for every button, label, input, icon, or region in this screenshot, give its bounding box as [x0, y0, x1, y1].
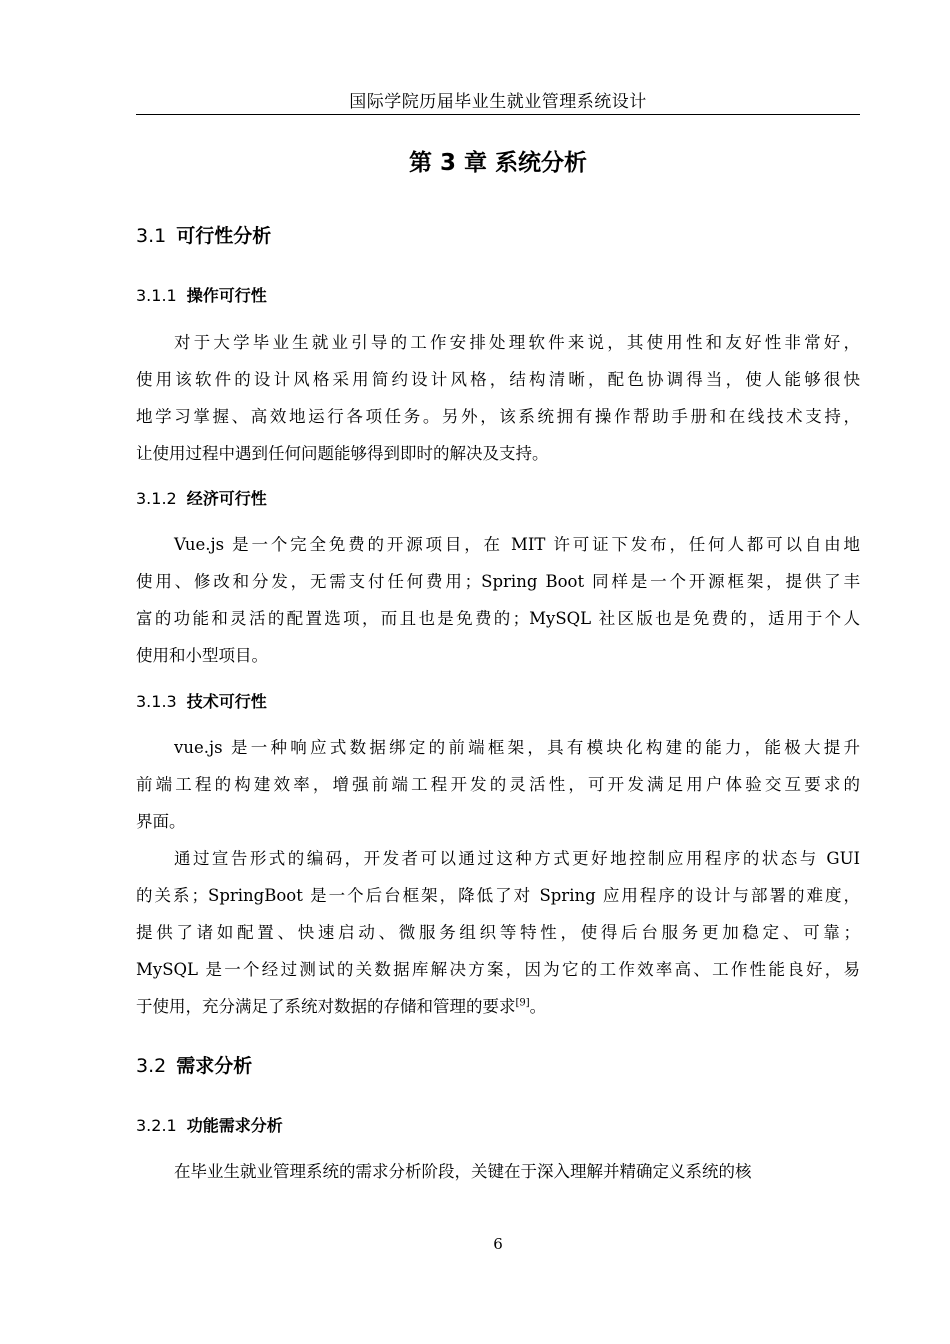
section-heading-3-2 [136, 1052, 252, 1080]
text-line: 地学习掌握、高效地运行各项任务。另外，该系统拥有操作帮助手册和在线技术支持， [136, 407, 860, 426]
text-line-body: 于使用，充分满足了系统对数据的存储和管理的要求 [136, 997, 516, 1016]
section-heading-3-1 [136, 222, 271, 250]
section-title: 可行性分析 [176, 225, 272, 247]
section-number: 3.1 [136, 225, 167, 247]
text-line: 的关系；SpringBoot 是一个后台框架，降低了对 Spring 应用程序的设计与部署的难度， [136, 886, 860, 905]
text-line: 通过宣告形式的编码，开发者可以通过这种方式更好地控制应用程序的状态与 GUI [174, 849, 860, 868]
text-line: 前端工程的构建效率，增强前端工程开发的灵活性，可开发满足用户体验交互要求的 [136, 775, 860, 794]
subsection-heading-3-2-1 [136, 1114, 283, 1138]
paragraph-economic-feasibility [136, 526, 860, 674]
header-rule [136, 114, 860, 115]
text-line: 提供了诸如配置、快速启动、微服务组织等特性，使得后台服务更加稳定、可靠； [136, 923, 860, 942]
subsection-title: 功能需求分析 [186, 1116, 283, 1135]
text-line: 界面。 [136, 812, 186, 831]
text-line: 让使用过程中遇到任何问题能够得到即时的解决及支持。 [136, 444, 549, 463]
subsection-number: 3.1.1 [136, 286, 177, 305]
paragraph-functional-requirements [136, 1153, 860, 1190]
text-line: 在毕业生就业管理系统的需求分析阶段，关键在于深入理解并精确定义系统的核 [174, 1162, 752, 1181]
text-line: 富的功能和灵活的配置选项，而且也是免费的；MySQL 社区版也是免费的，适用于个人 [136, 609, 860, 628]
subsection-number: 3.1.2 [136, 489, 177, 508]
citation-marker: [9] [515, 997, 530, 1009]
subsection-number: 3.1.3 [136, 692, 177, 711]
subsection-heading-3-1-3 [136, 690, 267, 714]
text-line: MySQL 是一个经过测试的关数据库解决方案，因为它的工作效率高、工作性能良好，易 [136, 960, 860, 979]
subsection-heading-3-1-2 [136, 487, 267, 511]
paragraph-technical-feasibility-2 [136, 840, 860, 1025]
text-line: Vue.js 是一个完全免费的开源项目，在 MIT 许可证下发布，任何人都可以自由地 [174, 535, 860, 554]
subsection-title: 经济可行性 [186, 489, 267, 508]
subsection-title: 操作可行性 [186, 286, 267, 305]
page-number: 6 [493, 1235, 503, 1253]
section-title: 需求分析 [176, 1055, 253, 1077]
text-line: 使用、修改和分发，无需支付任何费用；Spring Boot 同样是一个开源框架，提供了丰 [136, 572, 860, 591]
subsection-number: 3.2.1 [136, 1116, 177, 1135]
running-header: 国际学院历届毕业生就业管理系统设计 [349, 92, 647, 112]
chapter-title: 第 3 章 系统分析 [408, 150, 588, 176]
text-line: 对于大学毕业生就业引导的工作安排处理软件来说，其使用性和友好性非常好， [174, 333, 860, 352]
text-line-end: 。 [529, 997, 547, 1016]
text-line [136, 988, 860, 1025]
text-line: 使用该软件的设计风格采用简约设计风格，结构清晰，配色协调得当，使人能够很快 [136, 370, 860, 389]
subsection-title: 技术可行性 [186, 692, 267, 711]
paragraph-operation-feasibility [136, 324, 860, 472]
text-line: 使用和小型项目。 [136, 646, 268, 665]
text-line: vue.js 是一种响应式数据绑定的前端框架，具有模块化构建的能力，能极大提升 [174, 738, 860, 757]
section-number: 3.2 [136, 1055, 167, 1077]
paragraph-technical-feasibility-1 [136, 729, 860, 840]
subsection-heading-3-1-1 [136, 284, 267, 308]
